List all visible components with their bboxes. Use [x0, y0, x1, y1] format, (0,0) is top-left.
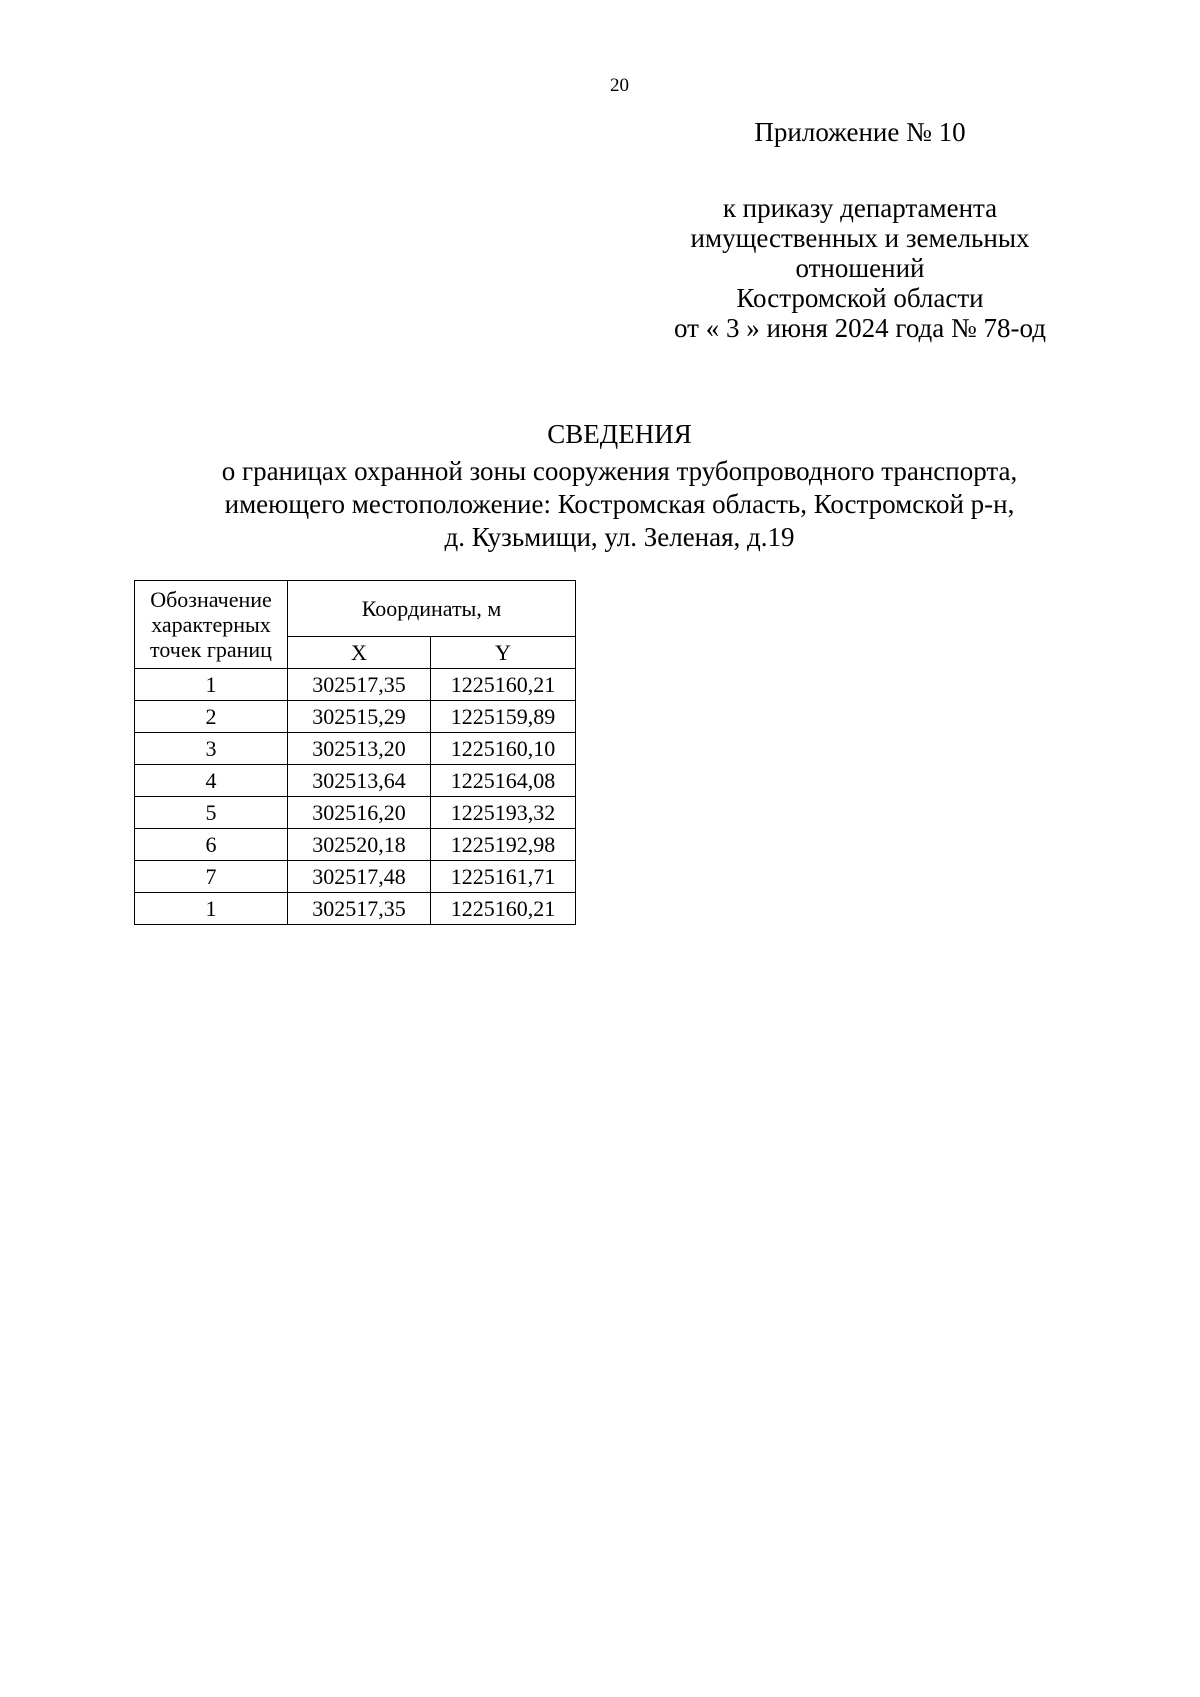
header-coordinates: Координаты, м	[288, 581, 576, 637]
document-subtitle-line: имеющего местоположение: Костромская область, Костромской р-н,	[224, 489, 1015, 519]
point-cell: 2	[135, 701, 288, 733]
appendix-reference-line: Костромской области	[736, 283, 984, 313]
y-cell: 1225161,71	[431, 861, 576, 893]
y-cell: 1225160,21	[431, 669, 576, 701]
table-row	[135, 829, 576, 861]
header-y: Y	[431, 637, 576, 669]
point-cell: 3	[135, 733, 288, 765]
y-cell: 1225160,10	[431, 733, 576, 765]
table-row	[135, 797, 576, 829]
table-row	[135, 669, 576, 701]
appendix-reference-line: отношений	[795, 253, 925, 283]
x-cell: 302517,35	[288, 669, 431, 701]
x-cell: 302513,20	[288, 733, 431, 765]
y-cell: 1225160,21	[431, 893, 576, 925]
x-cell: 302516,20	[288, 797, 431, 829]
appendix-reference-line: к приказу департамента	[722, 193, 998, 223]
x-cell: 302513,64	[288, 765, 431, 797]
y-cell: 1225159,89	[431, 701, 576, 733]
table-row	[135, 861, 576, 893]
x-cell: 302517,48	[288, 861, 431, 893]
x-cell: 302517,35	[288, 893, 431, 925]
table-row	[135, 893, 576, 925]
appendix-reference-line: имущественных и земельных	[690, 223, 1030, 253]
y-cell: 1225193,32	[431, 797, 576, 829]
point-cell: 5	[135, 797, 288, 829]
point-cell: 7	[135, 861, 288, 893]
y-cell: 1225164,08	[431, 765, 576, 797]
y-cell: 1225192,98	[431, 829, 576, 861]
document-subtitle-line: д. Кузьмищи, ул. Зеленая, д.19	[444, 522, 795, 552]
appendix-reference	[645, 193, 1075, 343]
header-point-designation: Обозначение характерных точек границ	[135, 581, 288, 669]
table-row	[135, 733, 576, 765]
document-subtitle-line: о границах охранной зоны сооружения трубопроводного транспорта,	[221, 456, 1018, 486]
point-cell: 4	[135, 765, 288, 797]
point-cell: 6	[135, 829, 288, 861]
point-cell: 1	[135, 669, 288, 701]
x-cell: 302520,18	[288, 829, 431, 861]
appendix-reference-line: от « 3 » июня 2024 года № 78-од	[674, 313, 1046, 343]
table-row	[135, 701, 576, 733]
appendix-title: Приложение № 10	[754, 117, 966, 147]
coordinates-table	[134, 580, 576, 925]
table-row	[135, 765, 576, 797]
document-title: СВЕДЕНИЯ	[547, 419, 692, 449]
page-number: 20	[610, 75, 629, 96]
header-x: X	[288, 637, 431, 669]
document-subtitle	[0, 455, 1200, 554]
point-cell: 1	[135, 893, 288, 925]
x-cell: 302515,29	[288, 701, 431, 733]
